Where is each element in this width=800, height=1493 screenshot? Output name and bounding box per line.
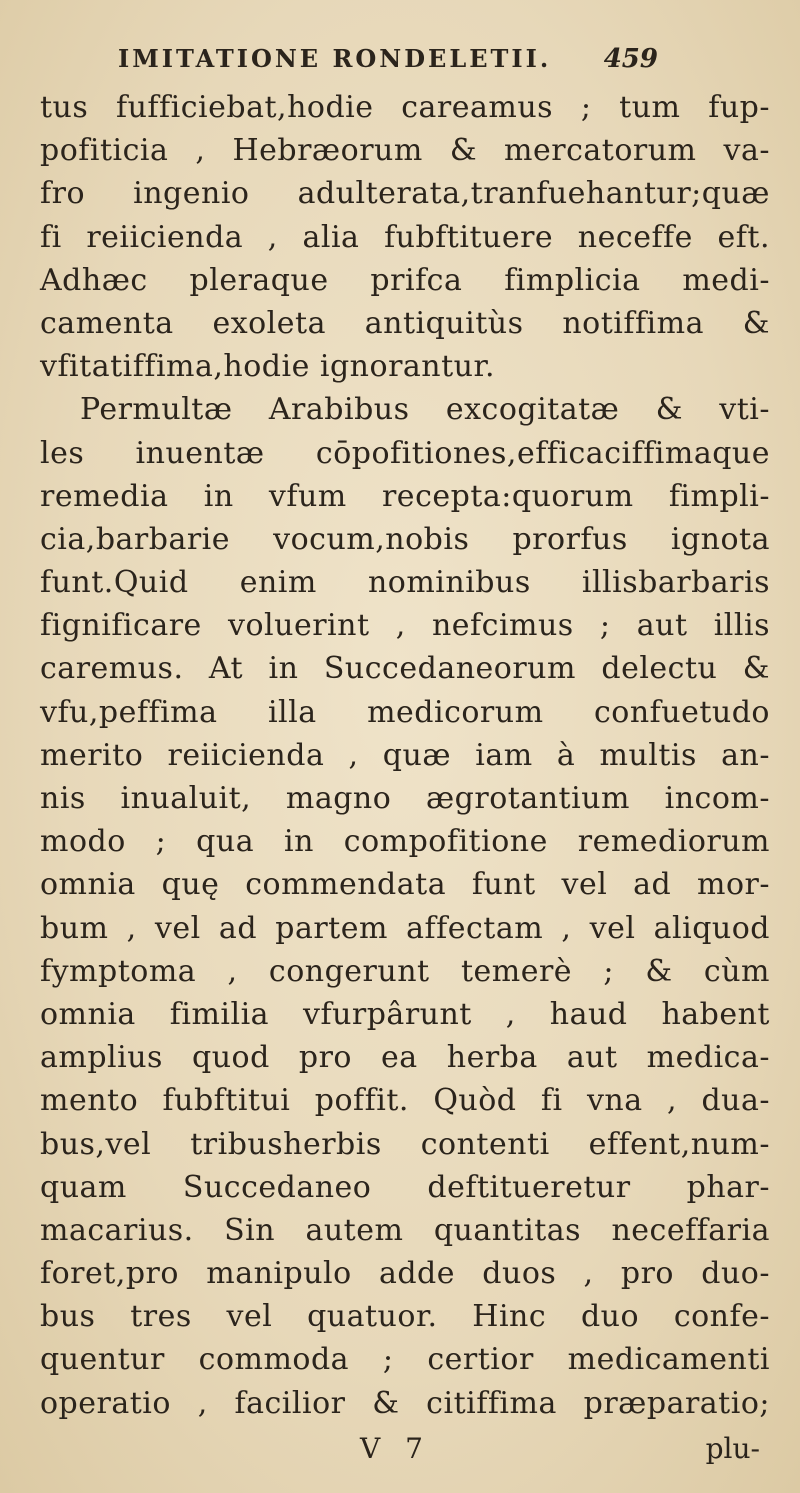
text-line: fignificare voluerint , nefcimus ; aut illis (40, 608, 770, 644)
text-line: modo ; qua in compofitione remediorum (40, 824, 770, 860)
text-line: merito reiicienda , quæ iam à multis an- (40, 737, 770, 773)
text-line: bum , vel ad partem affectam , vel aliquod (40, 910, 770, 946)
running-head-title: IMITATIONE RONDELETII. (118, 44, 552, 73)
text-line: camenta exoleta antiquitùs notiffima & (40, 305, 770, 341)
text-line: fymptoma , congerunt temerè ; & cùm (40, 953, 770, 989)
text-line: caremus. At in Succedaneorum delectu & (40, 651, 770, 687)
text-line: Permultæ Arabibus excogitatæ & vti- (80, 392, 770, 428)
text-line: foret,pro manipulo adde duos , pro duo- (40, 1256, 770, 1292)
catchword: plu- (705, 1432, 760, 1465)
body-text (40, 86, 770, 1425)
text-line: bus tres vel quatuor. Hinc duo confe- (40, 1299, 770, 1335)
text-line: operatio , facilior & citiffima præparatio; (40, 1385, 770, 1421)
text-line: bus,vel tribusherbis contenti effent,num- (40, 1126, 770, 1162)
text-line: cia,barbarie vocum,nobis prorfus ignota (40, 521, 770, 557)
text-line: funt.Quid enim nominibus illisbarbaris (40, 565, 770, 601)
text-line: fi reiicienda , alia fubftituere neceffe eft. (40, 219, 770, 255)
text-line: omnia fimilia vfurpârunt , haud habent (40, 996, 770, 1032)
text-line: pofiticia , Hebræorum & mercatorum va- (40, 133, 770, 169)
signature-mark: V 7 (360, 1432, 431, 1465)
text-line: quam Succedaneo deftitueretur phar- (40, 1169, 770, 1205)
text-line: macarius. Sin autem quantitas neceffaria (40, 1212, 770, 1248)
text-line: quentur commoda ; certior medicamenti (40, 1342, 770, 1378)
text-line: les inuentæ cōpofitiones,efficaciffimaque (40, 435, 770, 471)
page-footer (40, 1432, 770, 1472)
text-line: vfitatiffima,hodie ignorantur. (40, 349, 496, 385)
text-line: remedia in vfum recepta:quorum fimpli- (40, 478, 770, 514)
text-line: omnia quę commendata funt vel ad mor- (40, 867, 770, 903)
text-line: nis inualuit, magno ægrotantium incom- (40, 781, 770, 816)
running-head (118, 44, 658, 84)
text-line: Adhæc pleraque prifca fimplicia medi- (40, 262, 770, 298)
text-line: fro ingenio adulterata,tranfuehantur;quæ (40, 176, 770, 212)
text-line: tus fufficiebat,hodie careamus ; tum fup- (40, 90, 770, 125)
text-line: amplius quod pro ea herba aut medica- (40, 1040, 770, 1076)
text-line: mento fubftitui poffit. Quòd fi vna , dua- (40, 1083, 770, 1119)
page-number: 459 (603, 44, 658, 74)
text-line: vfu,peffima illa medicorum confuetudo (40, 694, 770, 730)
